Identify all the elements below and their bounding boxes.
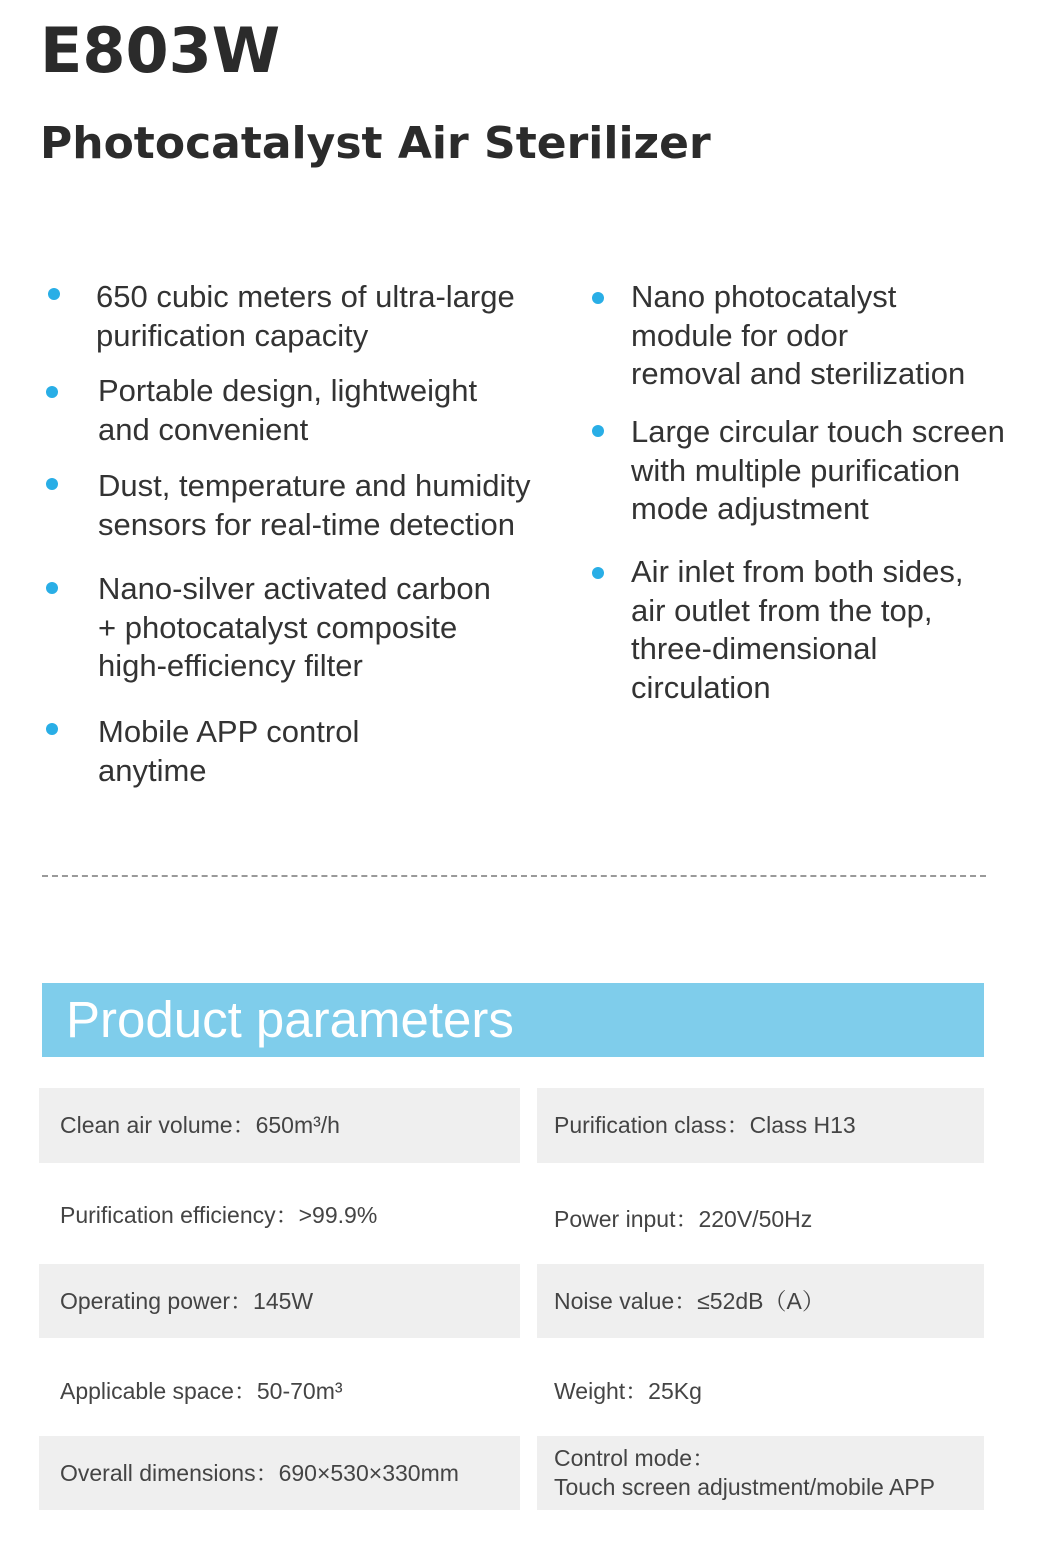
feature-item — [590, 413, 1005, 529]
feature-item — [44, 713, 359, 790]
param-text: Applicable space：50-70m³ — [60, 1378, 343, 1404]
feature-line: mode adjustment — [631, 491, 869, 526]
feature-line: Nano-silver activated carbon — [98, 571, 491, 606]
feature-line: Dust, temperature and humidity — [98, 468, 531, 503]
feature-line: and convenient — [98, 411, 309, 447]
feature-line: purification capacity — [96, 317, 369, 353]
feature-item — [44, 278, 515, 355]
feature-line: module for odor — [631, 317, 849, 353]
feature-item — [44, 372, 477, 449]
feature-item — [590, 278, 965, 394]
param-text: Noise value：≤52dB（A） — [554, 1287, 825, 1314]
param-text: Touch screen adjustment/mobile APP — [554, 1474, 935, 1500]
param-noise-value — [537, 1264, 984, 1338]
feature-item — [44, 570, 491, 686]
feature-line: three-dimensional — [631, 631, 878, 666]
feature-line: 650 cubic meters of ultra-large — [96, 279, 515, 314]
feature-line: air outlet from the top, — [631, 592, 933, 628]
param-power-input — [537, 1182, 984, 1257]
param-purification-efficiency — [39, 1178, 520, 1253]
param-weight — [537, 1354, 984, 1429]
param-applicable-space — [39, 1354, 520, 1429]
feature-item — [590, 553, 964, 707]
bullet-dot-icon — [46, 723, 58, 735]
feature-line: with multiple purification — [631, 452, 961, 488]
param-overall-dimensions — [39, 1436, 520, 1510]
bullet-dot-icon — [592, 425, 604, 437]
param-control-mode — [537, 1436, 984, 1510]
feature-line: Air inlet from both sides, — [631, 554, 964, 589]
bullet-dot-icon — [592, 292, 604, 304]
bullet-dot-icon — [46, 386, 58, 398]
param-text: Purification class：Class H13 — [554, 1112, 856, 1138]
parameters-banner — [42, 983, 984, 1057]
bullet-dot-icon — [592, 567, 604, 579]
bullet-dot-icon — [48, 288, 60, 300]
feature-line: anytime — [98, 752, 207, 788]
feature-line: Mobile APP control — [98, 714, 360, 749]
param-clean-air-volume — [39, 1088, 520, 1163]
param-text: Operating power：145W — [60, 1287, 314, 1314]
dashed-divider — [42, 875, 986, 877]
param-text: Overall dimensions：690×530×330mm — [60, 1459, 459, 1486]
param-label: Control mode： — [554, 1445, 716, 1471]
feature-item — [44, 467, 531, 544]
feature-line: Large circular touch screen — [631, 414, 1005, 449]
param-text: Clean air volume：650m³/h — [60, 1112, 340, 1138]
param-text: Weight：25Kg — [554, 1378, 702, 1404]
feature-line: removal and sterilization — [631, 356, 966, 391]
feature-line: Nano photocatalyst — [631, 279, 897, 314]
bullet-dot-icon — [46, 582, 58, 594]
feature-line: Portable design, lightweight — [98, 373, 478, 408]
parameters-title: Product parameters — [66, 991, 514, 1048]
param-text: Power input：220V/50Hz — [554, 1206, 813, 1232]
feature-line: circulation — [631, 669, 771, 705]
product-subtitle: Photocatalyst Air Sterilizer — [40, 118, 711, 169]
param-operating-power — [39, 1264, 520, 1338]
feature-line: sensors for real-time detection — [98, 506, 515, 542]
param-purification-class — [537, 1088, 984, 1163]
product-model: E803W — [40, 14, 281, 87]
bullet-dot-icon — [46, 478, 58, 490]
param-text: Purification efficiency：>99.9% — [60, 1202, 378, 1228]
feature-line: high-efficiency filter — [98, 648, 363, 683]
feature-line: + photocatalyst composite — [98, 609, 458, 645]
